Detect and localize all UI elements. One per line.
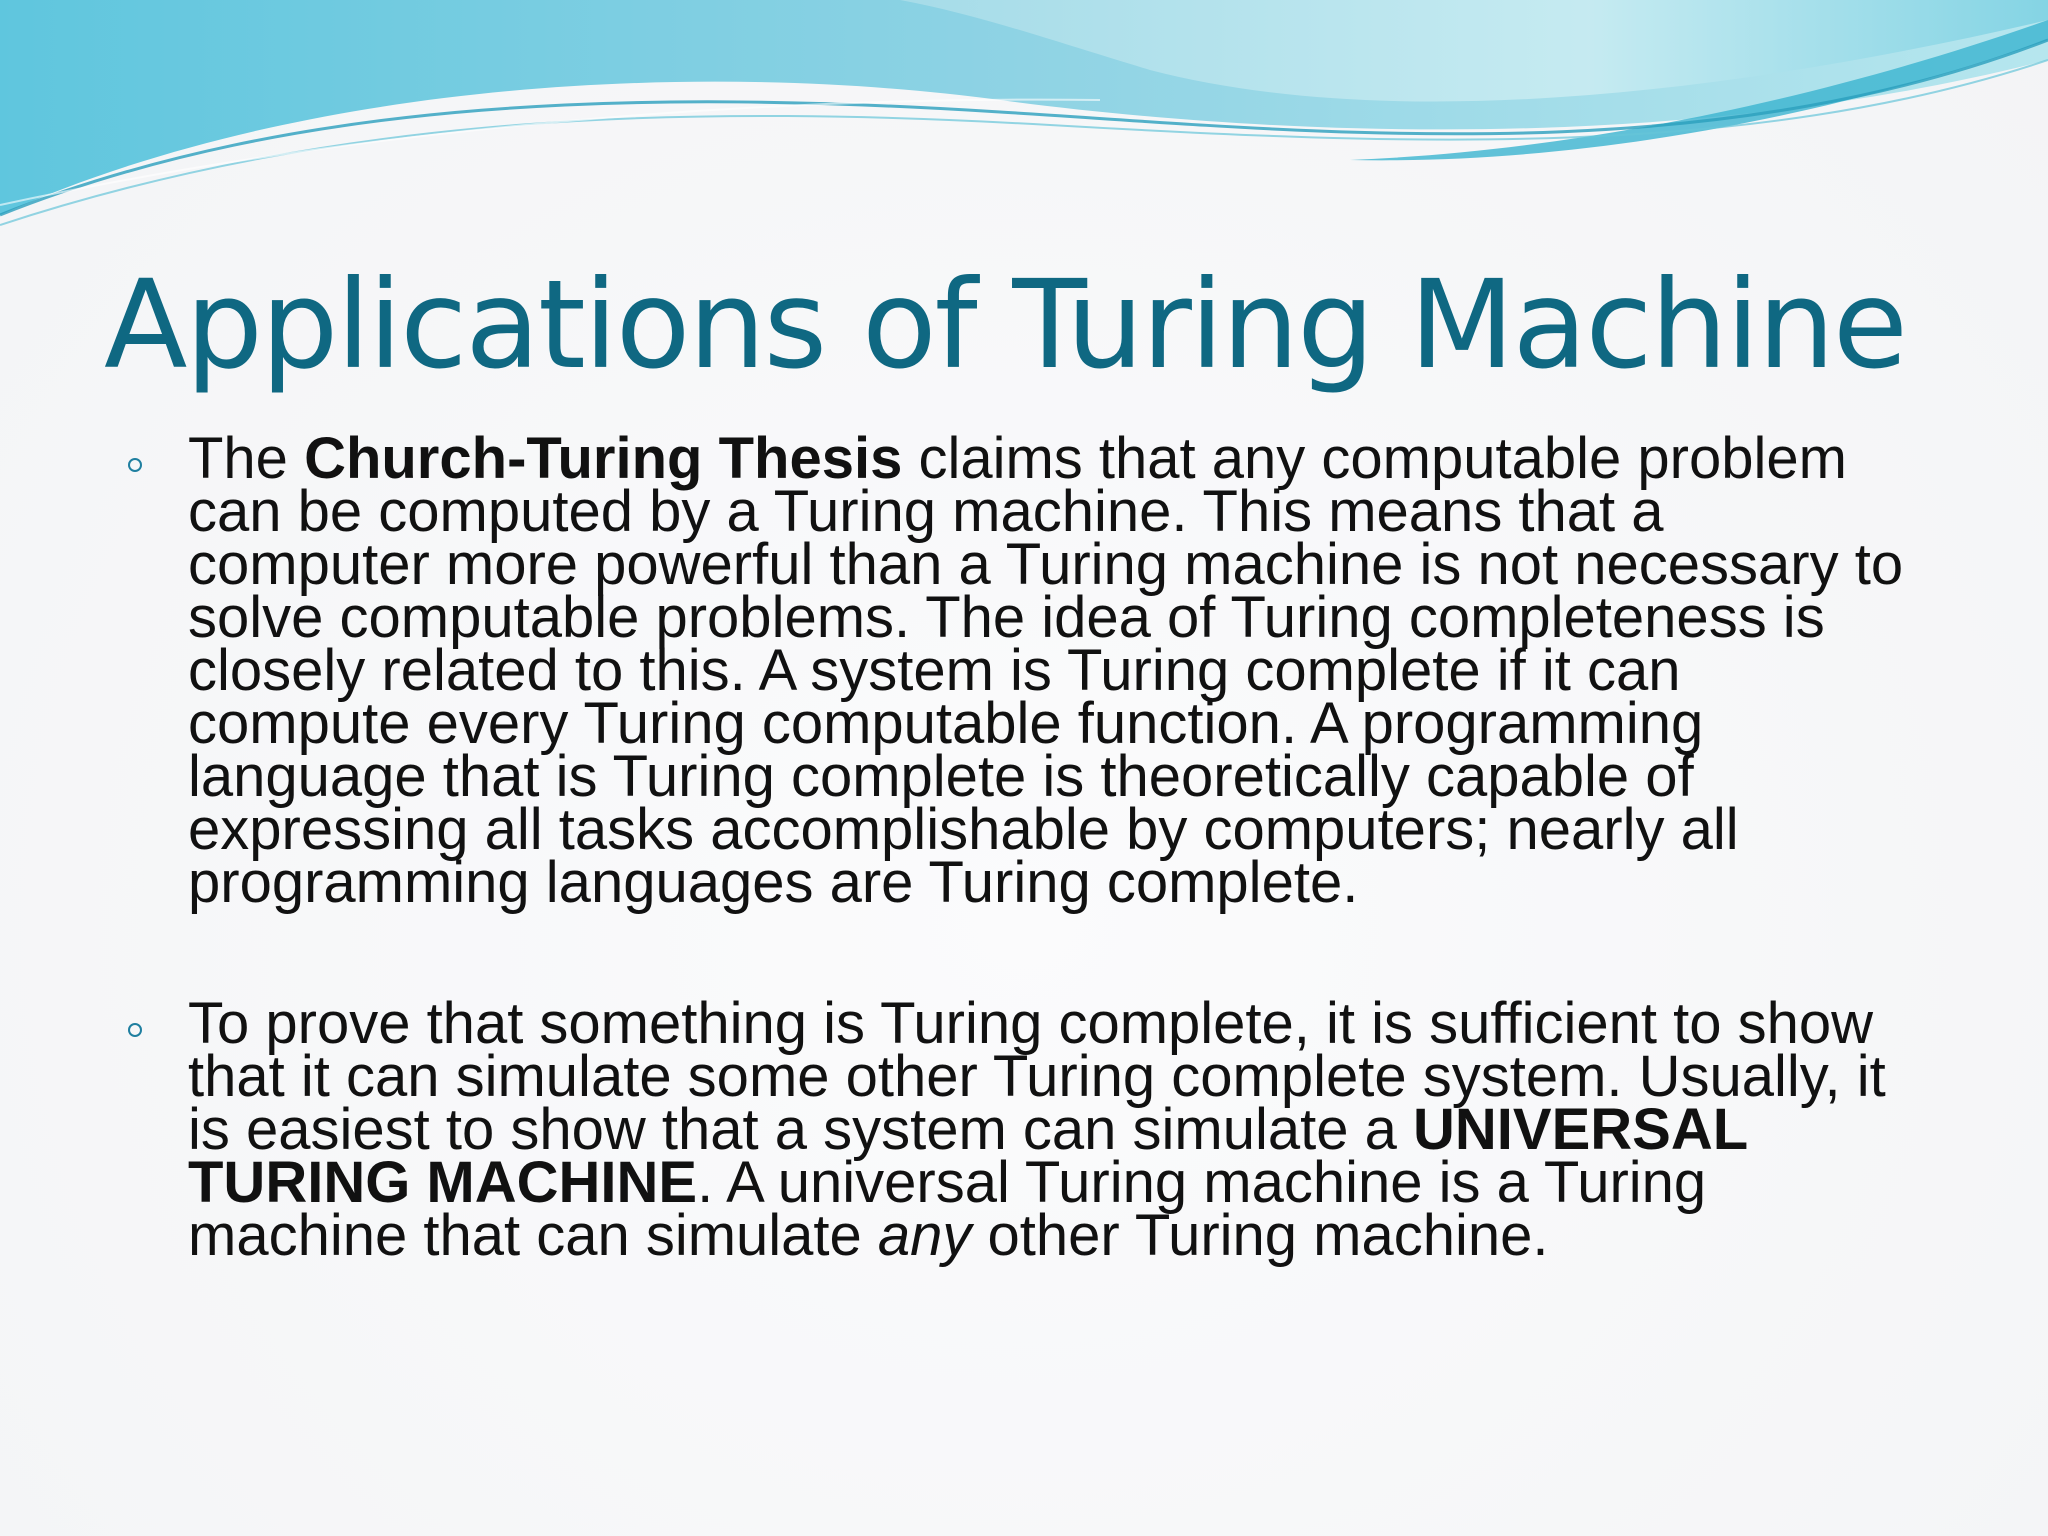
text-run: other Turing machine. — [971, 1203, 1549, 1268]
italic-term-any: any — [877, 1203, 972, 1268]
bold-term-universal-turing-machine: UNIVERSAL TURING MACHINE — [188, 1097, 1748, 1215]
text-run: claims that any computable problem can be computed by a Turing machine. This means that a computer more powerful than a Turing machine is not necessary to solve computable problems. The idea of Turing completeness is closely related to this. A system is Turing complete if it can compute every Turing computable function. A programming language that is Turing complete is theoretically capable of expressing all tasks accomplishable by computers; nearly all programming languages are Turing complete. — [188, 426, 1904, 915]
hollow-circle-bullet-icon — [128, 458, 142, 472]
bullet-list — [130, 426, 1910, 1268]
text-run: To prove that something is Turing complete, it is sufficient to show that it can simulate some other Turing complete system. Usually, it is easiest to show that a system can simulate a — [188, 991, 1886, 1162]
text-run: The — [188, 426, 305, 491]
bullet-church-turing — [130, 426, 1910, 915]
header-wave-decoration — [0, 0, 2048, 240]
slide-title: Applications of Turing Machine — [104, 254, 1906, 396]
bullet-turing-complete-proof — [130, 991, 1910, 1268]
bold-term-church-turing-thesis: Church-Turing Thesis — [304, 426, 903, 491]
hollow-circle-bullet-icon — [128, 1023, 142, 1037]
text-run: . A universal Turing machine is a Turing machine that can simulate — [188, 1150, 1707, 1268]
